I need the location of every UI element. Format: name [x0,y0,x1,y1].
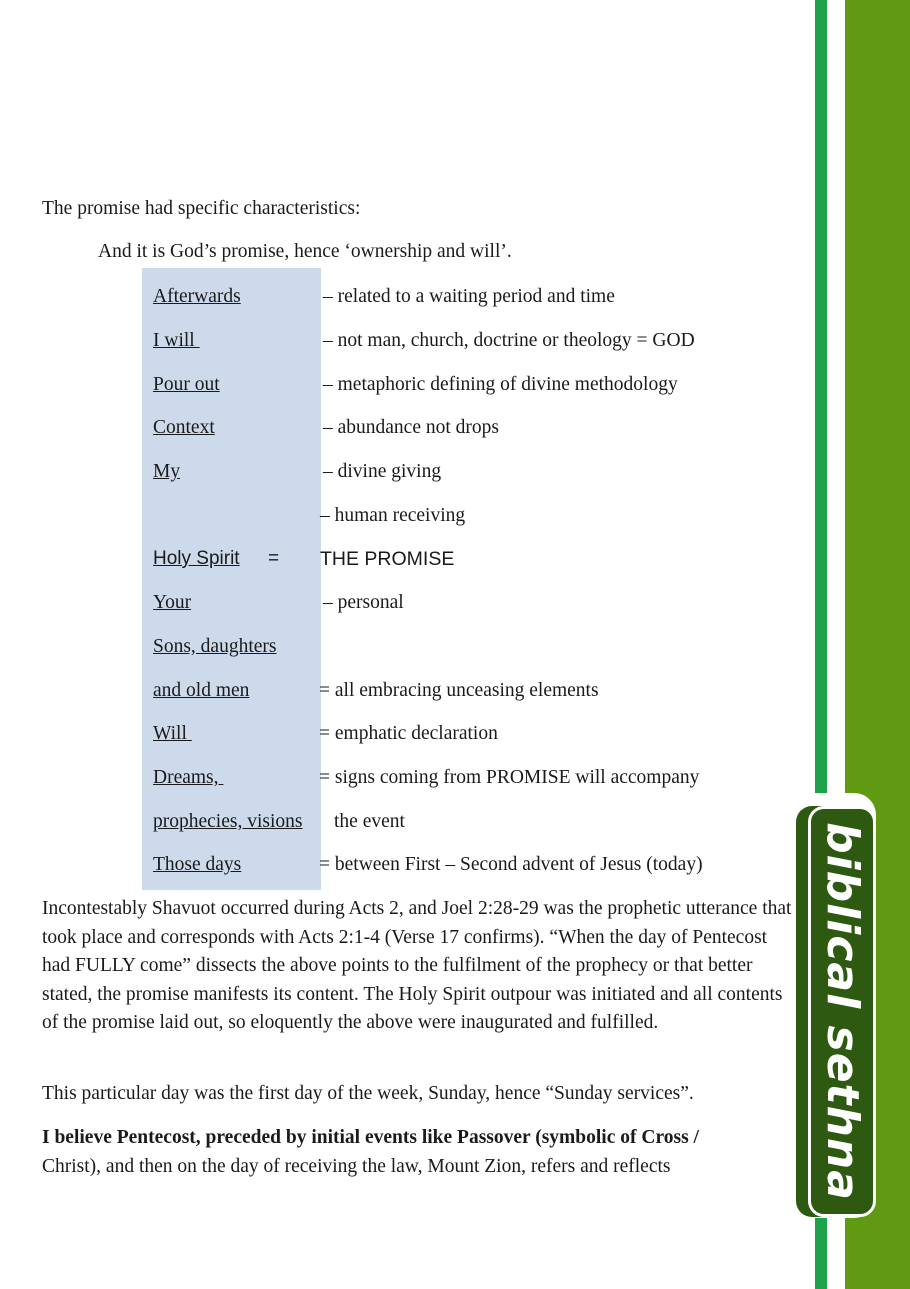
term: Dreams, [153,767,224,788]
description: = emphatic declaration [319,723,498,744]
list-item [0,544,800,574]
body-paragraph [42,1124,792,1181]
list-item [0,763,800,793]
description: – abundance not drops [323,417,499,438]
statement-continuation: Christ), and then on the day of receiving the law, Mount Zion, refers and reflects [42,1155,671,1177]
list-item [0,850,800,880]
brand-logo-text: biblical sethna [816,822,868,1201]
brand-logo [808,806,876,1217]
list-item [0,282,800,312]
intro-line-1: The promise had specific characteristics: [42,198,361,219]
description: = all embracing unceasing elements [319,680,599,701]
description: the event [334,811,405,832]
body-paragraph: Incontestably Shavuot occurred during Acts 2, and Joel 2:28-29 was the prophetic utterance that took place and corresponds with Acts 2:1-4 (Verse 17 confirms). “When the day of Pentecost had FULLY come” dissects the above points to the fulfilment of the prophecy or that better stated, the promise manifests its content. The Holy Spirit outpour was initiated and all contents of the promise laid out, so eloquently the above were inaugurated and fulfilled. [42,898,792,1033]
term: Sons, daughters [153,636,277,657]
list-item [0,501,800,531]
list-item [0,807,800,837]
description: THE PROMISE [320,548,455,570]
list-item [0,370,800,400]
list-item [0,413,800,443]
description: – divine giving [323,461,442,482]
term: Your [153,592,192,613]
list-item [0,719,800,749]
list-item [0,457,800,487]
highlight-column [142,268,321,890]
list-item [0,588,800,618]
equals-sign: = [268,548,280,569]
description: – metaphoric defining of divine methodology [323,374,678,395]
description: – human receiving [320,505,466,526]
term: Pour out [153,374,220,395]
term: and old men [153,680,250,701]
term: Afterwards [153,286,241,307]
term: Context [153,417,215,438]
description: – not man, church, doctrine or theology = GOD [323,330,695,351]
term: Holy Spirit [153,548,240,569]
term: Those days [153,854,242,875]
term: Will [153,723,192,744]
description: = between First – Second advent of Jesus (today) [319,854,703,875]
term: prophecies, visions [153,811,303,832]
description: = signs coming from PROMISE will accompany [319,767,700,788]
term: My [153,461,181,482]
intro-line-2: And it is God’s promise, hence ‘ownership and will’. [98,241,512,262]
list-item [0,326,800,356]
body-paragraph: This particular day was the first day of the week, Sunday, hence “Sunday services”. [42,1083,694,1104]
description: – personal [323,592,404,613]
term: I will [153,330,200,351]
description: – related to a waiting period and time [323,286,615,307]
bold-statement: I believe Pentecost, preceded by initial events like Passover (symbolic of Cross / [42,1127,699,1148]
list-item [0,676,800,706]
list-item [0,632,800,662]
